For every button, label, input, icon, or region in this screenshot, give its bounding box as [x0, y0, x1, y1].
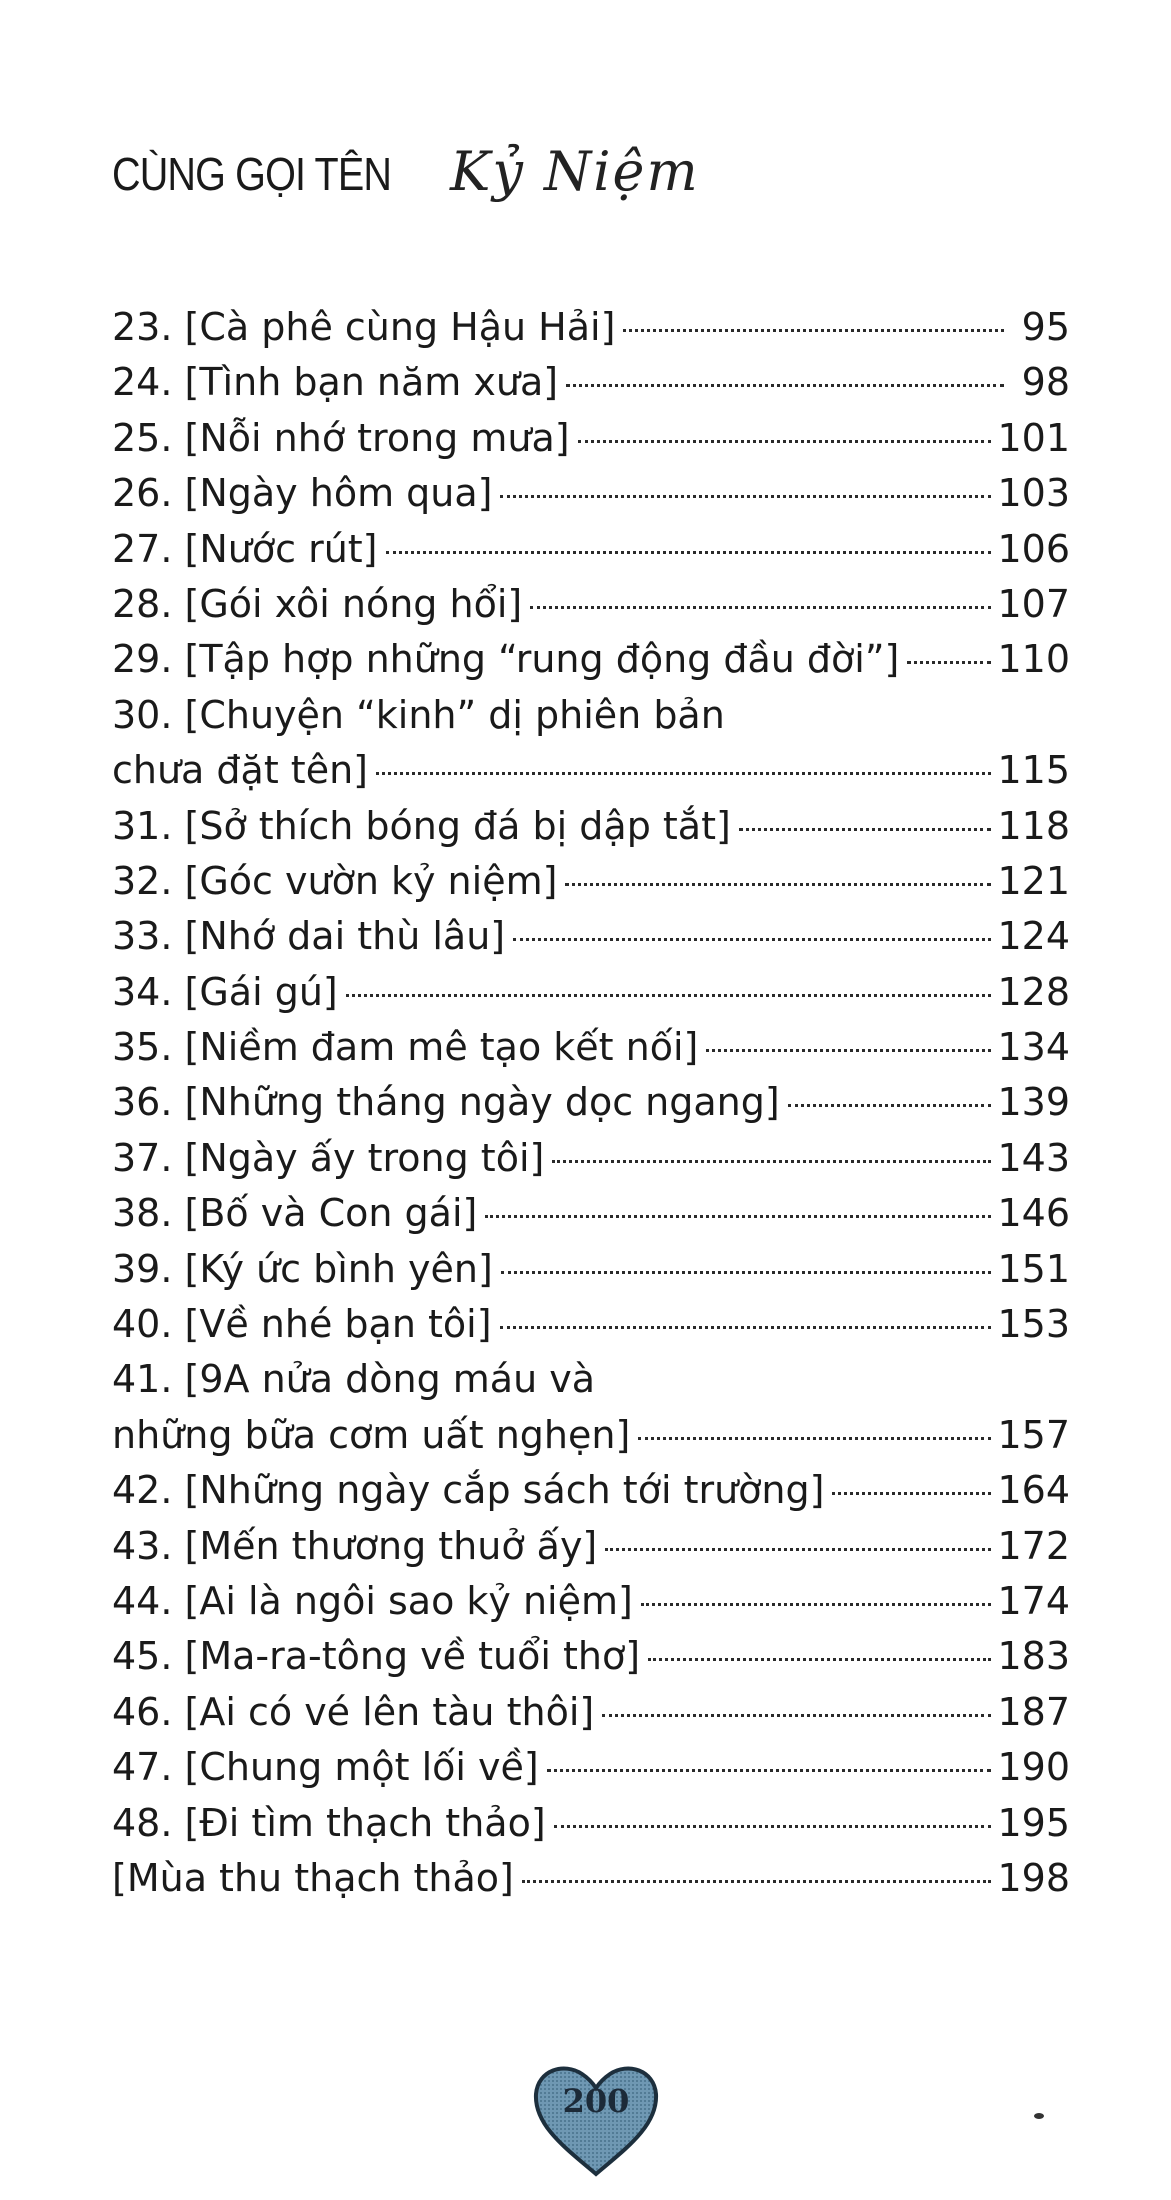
toc-entry-page: 174	[997, 1578, 1070, 1623]
running-header	[112, 140, 700, 203]
header-script-title: Kỷ Niệm	[450, 140, 700, 203]
dot-leader	[739, 828, 992, 831]
toc-entry-page: 103	[997, 471, 1070, 516]
toc-entry-title: 28. [Gói xôi nóng hổi]	[112, 581, 523, 626]
dot-leader	[566, 384, 1004, 387]
toc-entry-page: 106	[997, 526, 1070, 571]
toc-entry-page: 153	[997, 1302, 1070, 1347]
toc-entry-title: 44. [Ai là ngôi sao kỷ niệm]	[112, 1578, 633, 1623]
dot-leader	[602, 1714, 991, 1717]
toc-entry	[112, 1851, 1070, 1906]
toc-entry-page: 195	[997, 1800, 1070, 1845]
toc-entry	[112, 1242, 1070, 1297]
toc-entry-title-line: 41. [9A nửa dòng máu và	[112, 1357, 596, 1402]
toc-entry-title: 26. [Ngày hôm qua]	[112, 471, 493, 516]
toc-entry-page: 164	[997, 1468, 1070, 1513]
toc-entry-page: 190	[997, 1745, 1070, 1790]
dot-leader	[554, 1825, 992, 1828]
toc-entry	[112, 577, 1070, 632]
toc-entry-title: những bữa cơm uất nghẹn]	[112, 1412, 631, 1457]
toc-entry	[112, 743, 1070, 798]
toc-entry-title: 46. [Ai có vé lên tàu thôi]	[112, 1689, 595, 1734]
dot-leader	[552, 1160, 991, 1163]
dot-leader	[605, 1548, 991, 1551]
dot-leader	[346, 994, 992, 997]
toc-entry-page: 134	[997, 1025, 1070, 1070]
toc-entry	[112, 1075, 1070, 1130]
dot-leader	[565, 883, 991, 886]
toc-entry	[112, 1463, 1070, 1518]
toc-entry-title: 25. [Nỗi nhớ trong mưa]	[112, 415, 570, 460]
toc-entry	[112, 799, 1070, 854]
toc-entry-title: [Mùa thu thạch thảo]	[112, 1855, 514, 1900]
toc-entry-title: 42. [Những ngày cắp sách tới trường]	[112, 1468, 825, 1513]
print-speck	[1034, 2113, 1044, 2119]
toc-entry-title: 24. [Tình bạn năm xưa]	[112, 360, 559, 405]
dot-leader	[501, 1271, 992, 1274]
toc-entry-page: 110	[997, 637, 1070, 682]
toc-entry	[112, 632, 1070, 687]
header-title: CÙNG GỌI TÊN	[112, 148, 392, 200]
toc-entry-title: 32. [Góc vườn kỷ niệm]	[112, 858, 558, 903]
page-number-badge	[528, 2060, 664, 2180]
toc-entry-title-line: 30. [Chuyện “kinh” dị phiên bản	[112, 692, 725, 737]
toc-entry-title: chưa đặt tên]	[112, 748, 368, 793]
dot-leader	[376, 772, 991, 775]
dot-leader	[522, 1880, 992, 1883]
toc-entry	[112, 1740, 1070, 1795]
toc-entry-title: 36. [Những tháng ngày dọc ngang]	[112, 1080, 780, 1125]
toc-entry-page: 118	[997, 803, 1070, 848]
dot-leader	[788, 1104, 992, 1107]
dot-leader	[832, 1492, 991, 1495]
toc-entry	[112, 1685, 1070, 1740]
dot-leader	[500, 1326, 992, 1329]
toc-entry-page: 95	[1021, 305, 1070, 349]
toc-entry-title: 35. [Niềm đam mê tạo kết nối]	[112, 1025, 699, 1070]
toc-entry-title: 40. [Về nhé bạn tôi]	[112, 1302, 492, 1347]
toc-entry	[112, 411, 1070, 466]
toc-entry	[112, 965, 1070, 1020]
toc-entry	[112, 300, 1070, 355]
dot-leader	[623, 329, 1004, 332]
toc-entry-title: 33. [Nhớ dai thù lâu]	[112, 914, 506, 959]
dot-leader	[907, 661, 991, 664]
toc-entry-page: 128	[997, 969, 1070, 1014]
dot-leader	[641, 1603, 992, 1606]
toc-entry	[112, 1020, 1070, 1075]
toc-entry-page: 98	[1021, 360, 1070, 405]
toc-entry-title: 43. [Mến thương thuở ấy]	[112, 1523, 598, 1568]
toc-entry	[112, 1629, 1070, 1684]
toc-entry	[112, 1408, 1070, 1463]
dot-leader	[648, 1658, 991, 1661]
toc-entry-title: 34. [Gái gú]	[112, 969, 338, 1014]
toc-entry-title: 45. [Ma-ra-tông về tuổi thơ]	[112, 1634, 641, 1679]
toc-entry-page: 143	[997, 1135, 1070, 1180]
toc-entry	[112, 854, 1070, 909]
table-of-contents	[112, 300, 1070, 1906]
toc-entry	[112, 1574, 1070, 1629]
toc-entry	[112, 466, 1070, 521]
dot-leader	[485, 1215, 991, 1218]
heart-icon	[528, 2060, 664, 2180]
toc-entry-title: 48. [Đi tìm thạch thảo]	[112, 1800, 546, 1845]
dot-leader	[578, 440, 992, 443]
toc-entry-title: 23. [Cà phê cùng Hậu Hải]	[112, 305, 616, 349]
toc-entry-title: 27. [Nước rút]	[112, 526, 378, 571]
toc-entry	[112, 1796, 1070, 1851]
toc-entry	[112, 1519, 1070, 1574]
toc-entry-title: 37. [Ngày ấy trong tôi]	[112, 1135, 545, 1180]
toc-entry-page: 151	[997, 1246, 1070, 1291]
toc-entry-title: 39. [Ký ức bình yên]	[112, 1246, 493, 1291]
toc-entry	[112, 1297, 1070, 1352]
toc-entry	[112, 1131, 1070, 1186]
toc-entry	[112, 909, 1070, 964]
toc-entry-page: 101	[997, 415, 1070, 460]
toc-entry-page: 183	[997, 1634, 1070, 1679]
dot-leader	[386, 551, 992, 554]
dot-leader	[706, 1049, 991, 1052]
toc-entry	[112, 522, 1070, 577]
toc-entry-page: 198	[997, 1855, 1070, 1900]
toc-entry-page: 107	[997, 581, 1070, 626]
toc-entry	[112, 355, 1070, 410]
page-number: 200	[562, 2082, 630, 2120]
toc-entry-page: 187	[997, 1689, 1070, 1734]
toc-entry-page: 124	[997, 914, 1070, 959]
toc-entry-page: 146	[997, 1191, 1070, 1236]
toc-entry-title: 47. [Chung một lối về]	[112, 1745, 539, 1790]
toc-entry-page: 157	[997, 1412, 1070, 1457]
dot-leader	[638, 1437, 991, 1440]
dot-leader	[530, 606, 991, 609]
toc-entry-title: 29. [Tập hợp những “rung động đầu đời”]	[112, 637, 900, 682]
toc-entry-page: 139	[997, 1080, 1070, 1125]
toc-entry-title: 31. [Sở thích bóng đá bị dập tắt]	[112, 803, 731, 848]
toc-entry-page: 172	[997, 1523, 1070, 1568]
toc-entry-page: 121	[997, 858, 1070, 903]
toc-entry	[112, 1186, 1070, 1241]
dot-leader	[547, 1769, 992, 1772]
toc-entry-page: 115	[997, 748, 1070, 793]
dot-leader	[500, 495, 991, 498]
dot-leader	[513, 938, 991, 941]
toc-entry-title: 38. [Bố và Con gái]	[112, 1191, 478, 1236]
